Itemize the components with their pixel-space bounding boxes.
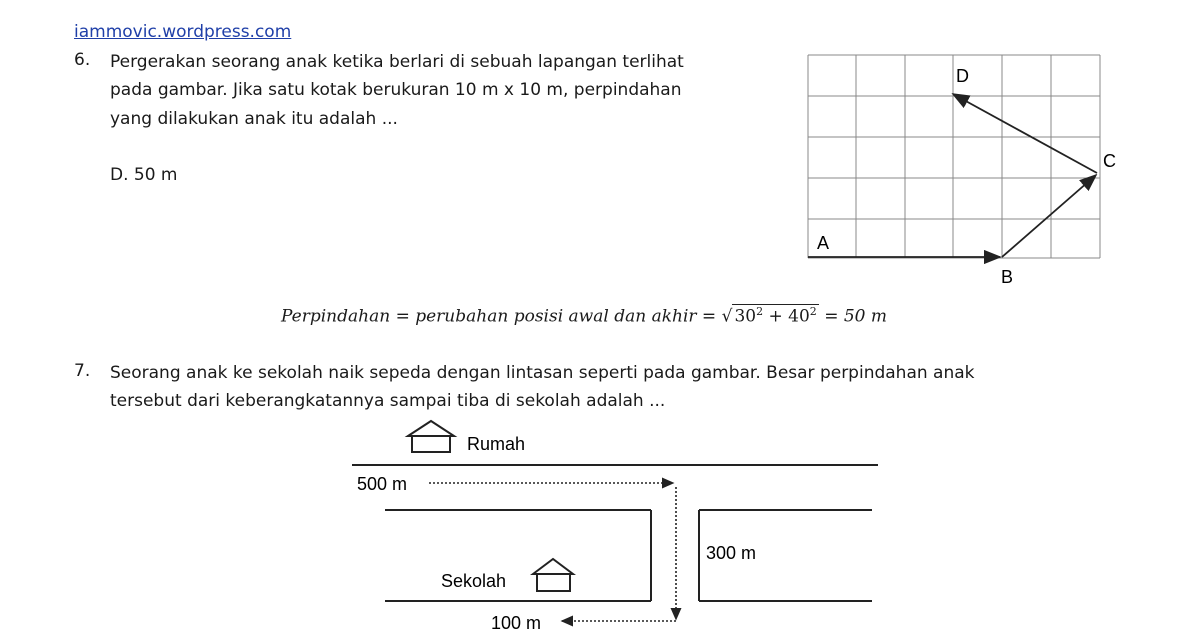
- exponent-1: 2: [756, 305, 764, 318]
- base-2: 40: [788, 306, 810, 327]
- sqrt-radicand: [732, 304, 818, 327]
- formula-rhs: = 50 m: [824, 306, 887, 327]
- plus-sign: +: [763, 306, 789, 327]
- q6-text-line-3: yang dilakukan anak itu adalah ...: [110, 109, 398, 129]
- q7-number: 7.: [74, 361, 91, 381]
- formula-lhs: Perpindahan = perubahan posisi awal dan akhir =: [281, 306, 717, 327]
- house-icon: [408, 421, 454, 452]
- path-c-to-d: [953, 94, 1097, 173]
- grid-lines: [808, 55, 1100, 258]
- path-b-to-c: [1002, 175, 1096, 257]
- exponent-2: 2: [809, 305, 817, 318]
- q7-route-diagram: [345, 415, 890, 630]
- q7-text-line-2: tersebut dari keberangkatannya sampai tiba di sekolah adalah ...: [110, 391, 666, 411]
- distance-label-500m: 500 m: [357, 474, 408, 494]
- point-label-b: B: [1001, 267, 1014, 287]
- q6-number: 6.: [74, 50, 91, 70]
- q6-answer: D. 50 m: [110, 165, 178, 185]
- point-label-a: A: [817, 233, 830, 253]
- q6-grid-diagram: [800, 45, 1120, 295]
- distance-label-100m: 100 m: [491, 613, 542, 630]
- q6-formula: [281, 304, 887, 327]
- point-label-d: D: [956, 66, 969, 86]
- school-icon: [533, 559, 573, 591]
- school-label: Sekolah: [441, 571, 507, 591]
- base-1: 30: [734, 306, 757, 327]
- point-label-c: C: [1103, 151, 1116, 171]
- distance-label-300m: 300 m: [706, 543, 757, 563]
- q6-text-line-1: Pergerakan seorang anak ketika berlari di sebuah lapangan terlihat: [110, 52, 684, 72]
- site-link[interactable]: iammovic.wordpress.com: [74, 22, 292, 42]
- sqrt-symbol: √: [721, 306, 733, 327]
- road-lines: [352, 465, 878, 601]
- q7-text-line-1: Seorang anak ke sekolah naik sepeda dengan lintasan seperti pada gambar. Besar perpindahan anak: [110, 363, 975, 383]
- home-label: Rumah: [467, 434, 526, 454]
- q6-text-line-2: pada gambar. Jika satu kotak berukuran 10 m x 10 m, perpindahan: [110, 80, 682, 100]
